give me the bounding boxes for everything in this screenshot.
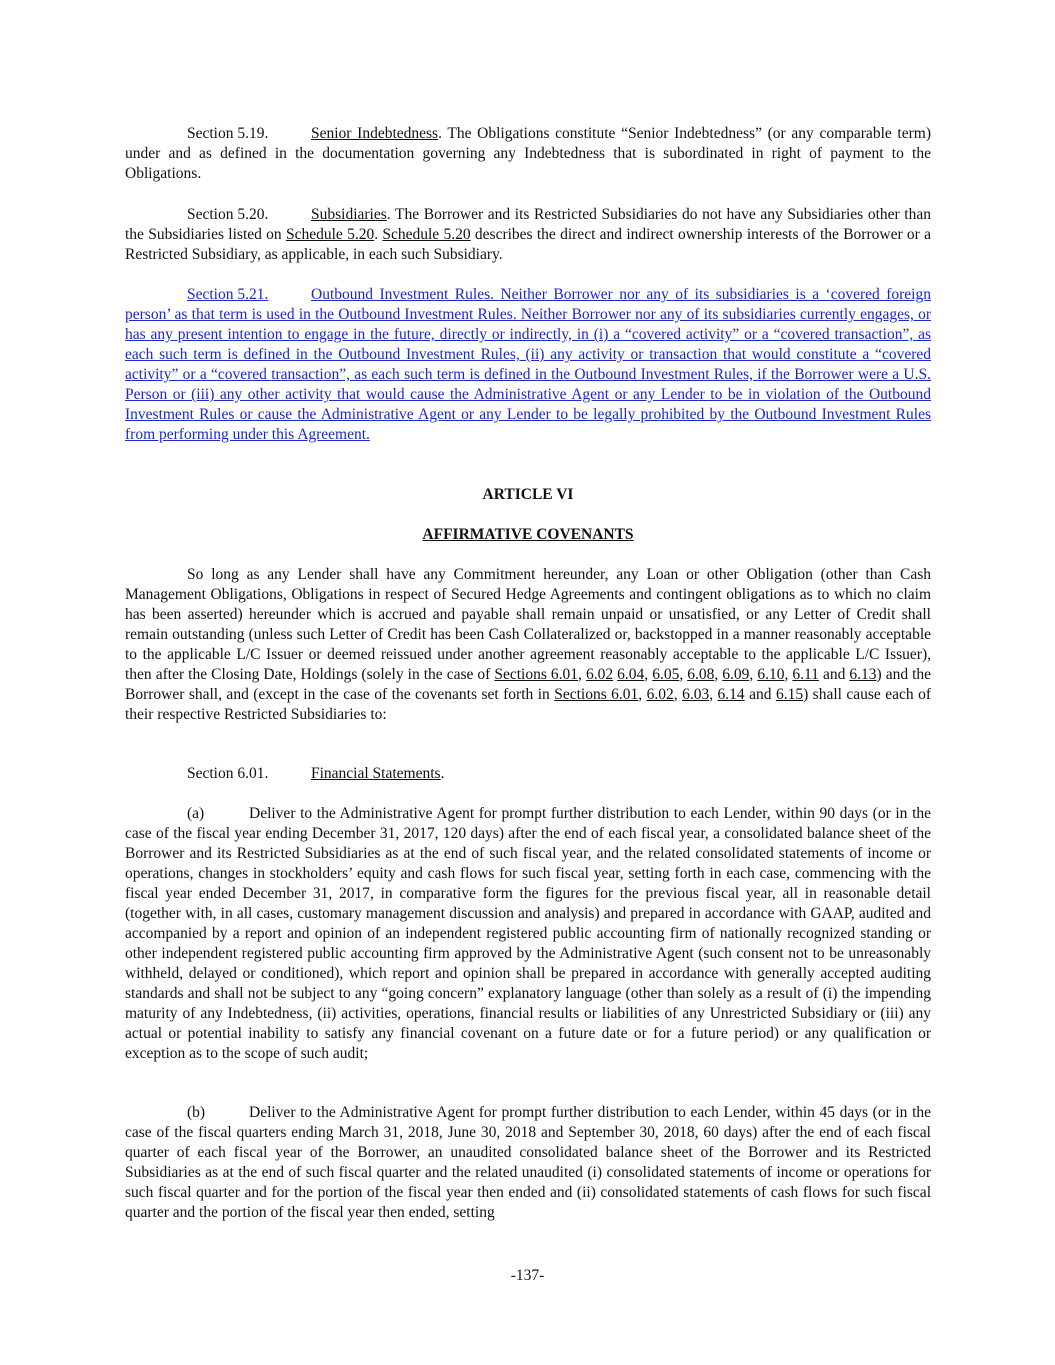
section-reference: 6.09	[722, 666, 750, 683]
section-title: Subsidiaries	[311, 206, 387, 223]
section-text: Neither Borrower nor any of its subsidiaries is a ‘covered foreign person’ as that term is used in the Outbound Investment Rules. Neither Borrower nor any of its subsidiaries currently engages, or has any present intention to engage in the future, directly or indirectly, in (i) a “covered activity” or a “covered transaction”, as each such term is defined in the Outbound Investment Rules, (ii) any activity or transaction that would constitute a “covered activity” or a “covered transaction”, as each such term is defined in the Outbound Investment Rules, if the Borrower were a U.S. Person or (iii) any other activity that would cause the Administrative Agent or any Lender to be in violation of the Outbound Investment Rules or cause the Administrative Agent or any Lender to be legally prohibited by the Outbound Investment Rules from performing under this Agreement.	[125, 286, 931, 443]
article-title: AFFIRMATIVE COVENANTS	[422, 526, 634, 543]
section-text: . The Obligations constitute “Senior Indebtedness” (or any comparable term) under and as defined in the documentation governing any Indebtedness that is subordinated in right of payment to the Obligations.	[125, 125, 932, 182]
section-reference: 6.08	[687, 666, 715, 683]
section-reference: 6.02	[646, 686, 674, 703]
paragraph-text: Deliver to the Administrative Agent for prompt further distribution to each Lender, within 45 days (or in the case of the fiscal quarters ending March 31, 2018, June 30, 2018 and September 30, 2018, 60 days) after the end of each fiscal quarter of each fiscal year of the Borrower, an unaudited consolidated balance sheet of the Borrower and its Restricted Subsidiaries as at the end of such fiscal quarter and the related unaudited (i) consolidated statements of income or operations for such fiscal quarter and for the portion of the fiscal year then ended and (ii) consolidated statements of cash flows for such fiscal quarter and the portion of the fiscal year then ended, setting	[125, 1104, 931, 1221]
section-number: Section 6.01.	[187, 765, 269, 782]
page-number: -137-	[510, 1267, 545, 1284]
section-number: Section 5.20.	[187, 206, 269, 223]
paragraph-text: Deliver to the Administrative Agent for prompt further distribution to each Lender, within 90 days (or in the case of the fiscal year ending December 31, 2017, 120 days) after the end of each fiscal year, a consolidated balance sheet of the Borrower and its Restricted Subsidiaries as at the end of such fiscal year, and the related consolidated statements of income or operations, changes in stockholders’ equity and cash flows for such fiscal year, setting forth in each case, commencing with the fiscal year ended December 31, 2017, in comparative form the figures for the previous fiscal year, all in reasonable detail (together with, in all cases, customary management discussion and analysis) and prepared in accordance with GAAP, audited and accompanied by a report and opinion of an independent registered public accounting firm of nationally recognized standing or other independent registered public accounting firm approved by the Administrative Agent (such consent not to be unreasonably withheld, delayed or conditioned), which report and opinion shall be prepared in accordance with generally accepted auditing standards and shall not be subject to any “going concern” explanatory language (other than solely as a result of (i) the impending maturity of any Indebtedness, (ii) activities, operations, financial results or liabilities of any Unrestricted Subsidiary or (iii) any actual or potential inability to satisfy any financial covenant on a future date or for a future period) or any qualification or exception as to the scope of such audit;	[125, 805, 931, 1062]
section-reference: 6.03	[682, 686, 710, 703]
section-number: Section 5.19.	[187, 125, 269, 142]
section-reference: Sections 6.01	[494, 666, 579, 683]
section-reference: 6.10	[757, 666, 785, 683]
article-intro: So long as any Lender shall have any Commitment hereunder, any Loan or other Obligation (other than Cash Management Obligations, Obligations in respect of Secured Hedge Agreements and contingent obligations as to which no claim has been asserted) hereunder which is accrued and payable shall remain unpaid or unsatisfied, or any Letter of Credit shall remain outstanding (unless such Letter of Credit has been Cash Collateralized or, backstopped in a manner reasonably acceptable to the applicable L/C Issuer or deemed reissued under another agreement reasonably acceptable to the applicable L/C Issuer), then after the Closing Date, Holdings (solely in the case of Sections 6.01, 6.02 6.04, 6.05, 6.08, 6.09, 6.10, 6.11 and 6.13) and the Borrower shall, and (except in the case of the covenants set forth in Sections 6.01, 6.02, 6.03, 6.14 and 6.15) shall cause each of their respective Restricted Subsidiaries to:	[125, 566, 932, 723]
section-reference: 6.14	[717, 686, 745, 703]
section-reference: 6.04	[617, 666, 645, 683]
schedule-reference: Schedule 5.20	[285, 226, 375, 243]
section-text: describes the direct and indirect ownership interests of the Borrower or a Restricted Subsidiary, as applicable, in each such Subsidiary.	[125, 226, 931, 263]
article-heading: ARTICLE VI	[482, 486, 574, 503]
paragraph-a	[125, 804, 931, 1064]
section-title: Outbound Investment Rules.	[311, 286, 494, 303]
paragraph-label: (a)	[187, 805, 205, 822]
section-text: . The Borrower and its Restricted Subsidiaries do not have any Subsidiaries other than the Subsidiaries listed on	[125, 206, 931, 243]
section-reference: 6.11	[792, 666, 819, 683]
section-number: Section 5.21.	[187, 286, 269, 303]
section-title: Financial Statements	[311, 765, 441, 782]
paragraph-b	[125, 1103, 931, 1223]
paragraph-label: (b)	[187, 1104, 206, 1121]
section-reference: Sections 6.01	[554, 686, 639, 703]
section-reference: 6.13	[849, 666, 877, 683]
schedule-reference: Schedule 5.20	[382, 226, 471, 243]
section-reference: 6.15	[775, 686, 804, 703]
section-reference: 6.05	[652, 666, 680, 683]
section-reference: 6.02	[585, 666, 614, 683]
section-6-01: Section 6.01. Financial Statements.	[187, 765, 445, 782]
section-5-21-inserted	[125, 285, 931, 445]
section-5-20: Section 5.20. Subsidiaries. The Borrower and its Restricted Subsidiaries do not have any Subsidiaries other than the Subsidiaries listed on Schedule 5.20. Schedule 5.20 describes the direct and indirect ownership interests of the Borrower or a Restricted Subsidiary, as applicable, in each such Subsidiary.	[125, 206, 931, 263]
section-5-19	[125, 124, 931, 184]
section-title: Senior Indebtedness	[311, 125, 439, 142]
